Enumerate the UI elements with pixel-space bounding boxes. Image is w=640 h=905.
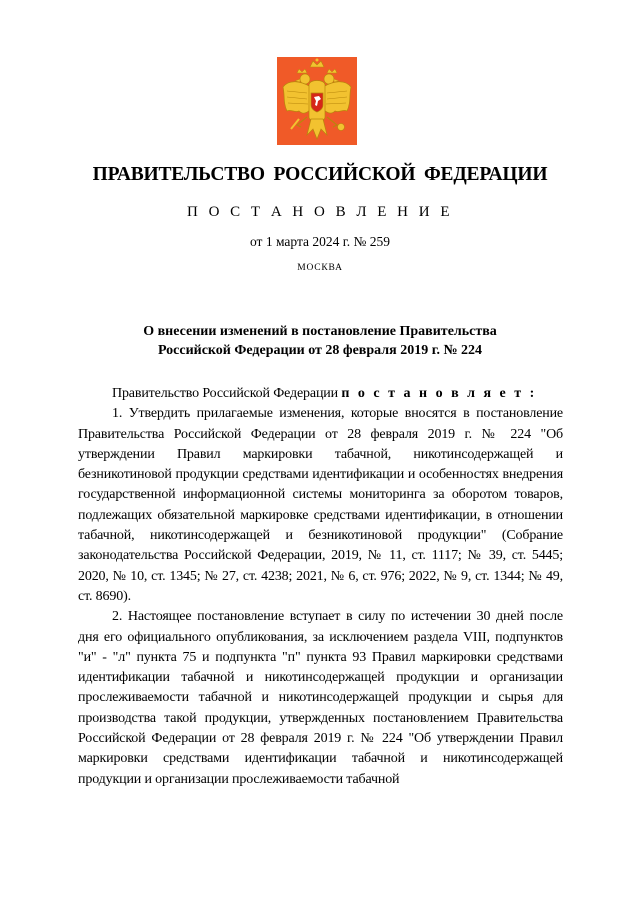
document-title bbox=[0, 322, 640, 360]
russian-coat-of-arms-icon bbox=[277, 57, 357, 145]
paragraph-2: 2. Настоящее постановление вступает в силу по истечении 30 дней после дня его официального опубликования, за исключением раздела VIII, подпунктов "и" - "л" пункта 75 и подпункта "п" пункта 93 Правил маркировки средствами идентификации табачной и никотинсодержащей продукции и организации прослеживаемости табачной и никотинсодержащей продукции и сырья для производства такой продукции, утвержденных постановлением Правительства Российской Федерации от 28 февраля 2019 г. № 224 "Об утверждении Правил маркировки средствами идентификации табачной и никотинсодержащей продукции и организации прослеживаемости табачной bbox=[78, 609, 563, 787]
intro-prefix: Правительство Российской Федерации bbox=[112, 386, 342, 401]
document-title-line-2: Российской Федерации от 28 февраля 2019 г. № 224 bbox=[157, 343, 483, 358]
document-date-number: от 1 марта 2024 г. № 259 bbox=[249, 234, 391, 249]
document-title-line-1: О внесении изменений в постановление Правительства bbox=[143, 324, 497, 339]
intro-paragraph bbox=[78, 384, 563, 404]
document-body bbox=[78, 384, 563, 790]
organization-name: ПРАВИТЕЛЬСТВО РОССИЙСКОЙ ФЕДЕРАЦИИ bbox=[92, 164, 548, 185]
city: МОСКВА bbox=[297, 263, 343, 273]
decree-word: п о с т а н о в л я е т : bbox=[341, 386, 537, 401]
paragraph-1: 1. Утвердить прилагаемые изменения, которые вносятся в постановление Правительства Российской Федерации от 28 февраля 2019 г. № 224 "Об утверждении Правил маркировки табачной, никотинсодержащей и безникотиновой продукции средствами идентификации и особенностях внедрения государственной информационной системы мониторинга за оборотом товаров, подлежащих обязательной маркировке средствами идентификации, в отношении табачной, никотинсодержащей и безникотиновой продукции" (Собрание законодательства Российской Федерации, 2019, № 11, ст. 1117; № 39, ст. 5445; 2020, № 10, ст. 1345; № 27, ст. 4238; 2021, № 6, ст. 976; 2022, № 9, ст. 1344; № 49, ст. 8690). bbox=[78, 406, 563, 604]
document-type: П О С Т А Н О В Л Е Н И Е bbox=[187, 204, 453, 220]
